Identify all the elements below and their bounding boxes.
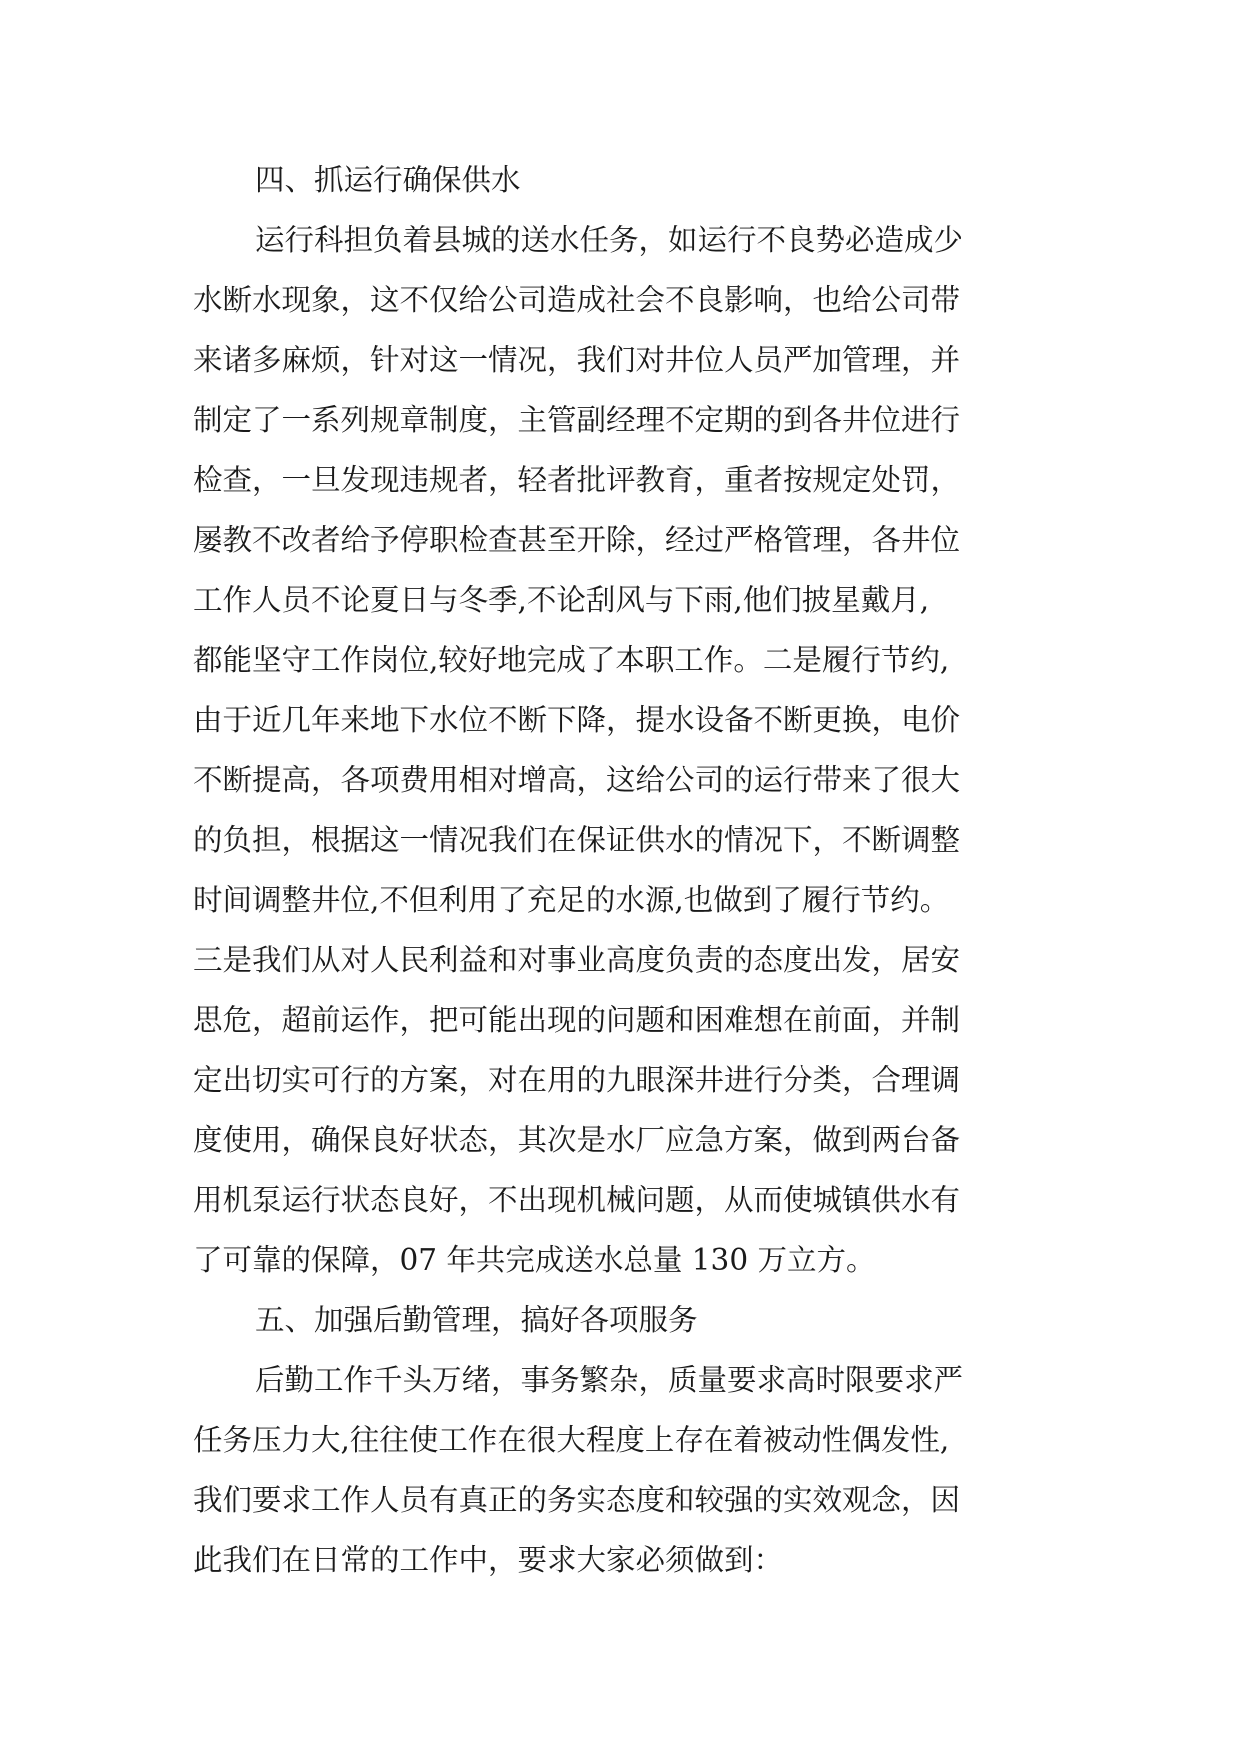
text-line: 检查，一旦发现违规者，轻者批评教育，重者按规定处罚， — [193, 463, 961, 497]
text-line: 由于近几年来地下水位不断下降，提水设备不断更换，电价 — [193, 703, 961, 737]
text-line: 工作人员不论夏日与冬季,不论刮风与下雨,他们披星戴月, — [193, 583, 930, 617]
text-line: 此我们在日常的工作中，要求大家必须做到： — [193, 1543, 784, 1577]
text-line: 制定了一系列规章制度，主管副经理不定期的到各井位进行 — [193, 403, 961, 437]
text-line: 任务压力大,往往使工作在很大程度上存在着被动性偶发性, — [193, 1423, 950, 1457]
text-line: 后勤工作千头万绪，事务繁杂，质量要求高时限要求严 — [255, 1363, 964, 1397]
paragraph-logistics — [193, 1350, 1073, 1590]
text-line: 定出切实可行的方案，对在用的九眼深井进行分类，合理调 — [193, 1063, 961, 1097]
text-line: 来诸多麻烦，针对这一情况，我们对井位人员严加管理，并 — [193, 343, 961, 377]
text-line: 我们要求工作人员有真正的务实态度和较强的实效观念，因 — [193, 1483, 961, 1517]
text-line: 屡教不改者给予停职检查甚至开除，经过严格管理，各井位 — [193, 523, 961, 557]
text-line: 度使用，确保良好状态，其次是水厂应急方案，做到两台备 — [193, 1123, 961, 1157]
text-line: 都能坚守工作岗位,较好地完成了本职工作。二是履行节约, — [193, 643, 950, 677]
text-line: 了可靠的保障，07 年共完成送水总量 130 万立方。 — [193, 1243, 876, 1277]
text-line: 时间调整井位,不但利用了充足的水源,也做到了履行节约。 — [193, 883, 950, 917]
text-line: 用机泵运行状态良好，不出现机械问题，从而使城镇供水有 — [193, 1183, 961, 1217]
section-heading-4: 四、抓运行确保供水 — [255, 163, 521, 197]
text-line: 三是我们从对人民利益和对事业高度负责的态度出发，居安 — [193, 943, 961, 977]
text-line: 思危，超前运作，把可能出现的问题和困难想在前面，并制 — [193, 1003, 961, 1037]
paragraph-operations — [193, 210, 1073, 1290]
text-line: 水断水现象，这不仅给公司造成社会不良影响，也给公司带 — [193, 283, 961, 317]
section-heading-5: 五、加强后勤管理，搞好各项服务 — [255, 1303, 698, 1337]
text-line: 的负担，根据这一情况我们在保证供水的情况下，不断调整 — [193, 823, 961, 857]
text-line: 运行科担负着县城的送水任务，如运行不良势必造成少 — [255, 223, 964, 257]
text-line: 不断提高，各项费用相对增高，这给公司的运行带来了很大 — [193, 763, 961, 797]
document-body — [193, 150, 1073, 1590]
